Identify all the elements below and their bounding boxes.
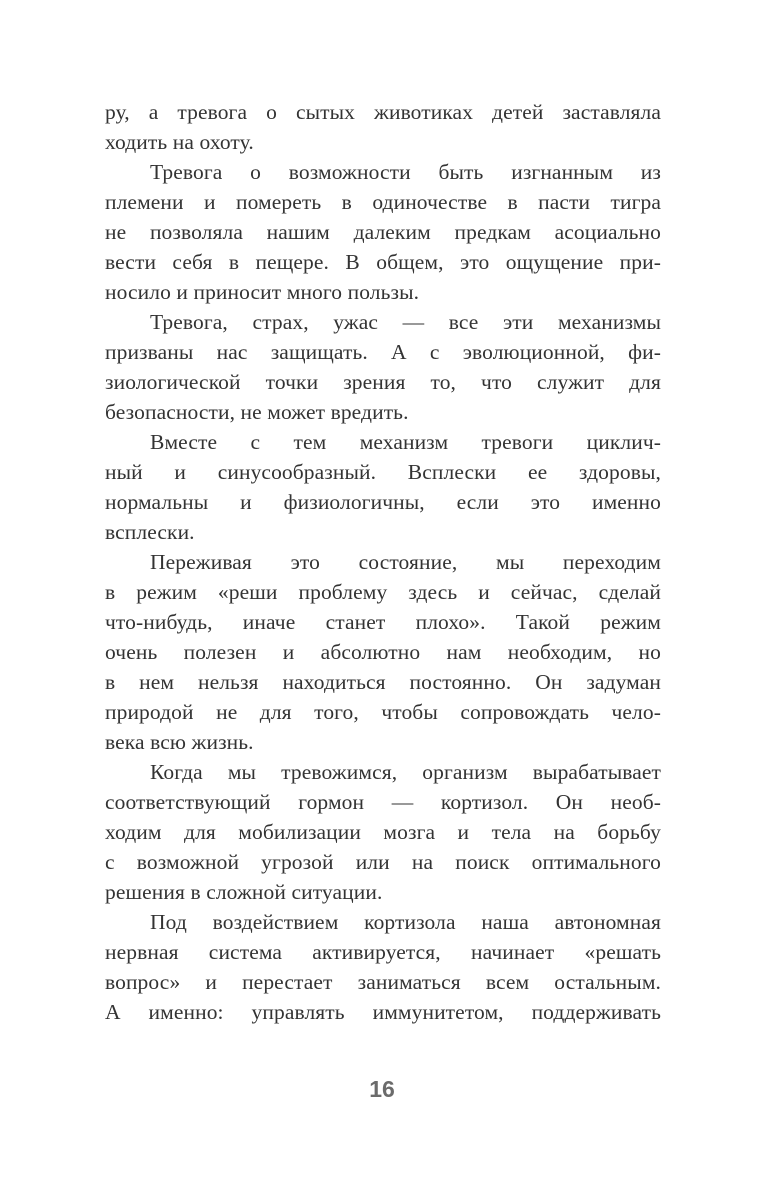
paragraph [105,547,661,757]
text-line: ный и синусообразный. Всплески ее здоровы, [105,460,661,484]
text-line: века всю жизнь. [105,730,254,754]
text-line: вести себя в пещере. В общем, это ощущение при- [105,250,661,274]
text-line: ходить на охоту. [105,130,254,154]
text-line: нервная система активируется, начинает «решать [105,940,661,964]
paragraph [105,907,661,1027]
text-line: Тревога о возможности быть изгнанным из [150,160,661,184]
paragraph [105,157,661,307]
text-line: призваны нас защищать. А с эволюционной, фи- [105,340,661,364]
text-line: всплески. [105,520,195,544]
text-line: безопасности, не может вредить. [105,400,409,424]
text-line: Когда мы тревожимся, организм вырабатывает [150,760,661,784]
text-line: ру, а тревога о сытых животиках детей заставляла [105,100,661,124]
text-line: что-нибудь, иначе станет плохо». Такой режим [105,610,661,634]
text-line: соответствующий гормон — кортизол. Он необ- [105,790,661,814]
text-line: не позволяла нашим далеким предкам асоциально [105,220,661,244]
text-line: решения в сложной ситуации. [105,880,383,904]
paragraph [105,427,661,547]
text-line: в нем нельзя находиться постоянно. Он задуман [105,670,661,694]
text-line: ходим для мобилизации мозга и тела на борьбу [105,820,661,844]
text-line: Под воздействием кортизола наша автономная [150,910,661,934]
page-number: 16 [369,1076,395,1102]
text-line: Вместе с тем механизм тревоги циклич- [150,430,661,454]
text-line: племени и помереть в одиночестве в пасти тигра [105,190,661,214]
text-line: в режим «реши проблему здесь и сейчас, сделай [105,580,661,604]
text-line: вопрос» и перестает заниматься всем остальным. [105,970,661,994]
text-line: Тревога, страх, ужас — все эти механизмы [150,310,661,334]
text-line: зиологической точки зрения то, что служит для [105,370,661,394]
paragraph [105,97,661,157]
body-text [105,97,661,1027]
paragraph [105,757,661,907]
text-line: нормальны и физиологичны, если это именно [105,490,661,514]
text-line: с возможной угрозой или на поиск оптимального [105,850,661,874]
text-line: природой не для того, чтобы сопровождать чело- [105,700,661,724]
text-line: Переживая это состояние, мы переходим [150,550,661,574]
paragraph [105,307,661,427]
text-line: очень полезен и абсолютно нам необходим, но [105,640,661,664]
text-line: носило и приносит много пользы. [105,280,420,304]
text-line: А именно: управлять иммунитетом, поддерживать [105,1000,661,1024]
